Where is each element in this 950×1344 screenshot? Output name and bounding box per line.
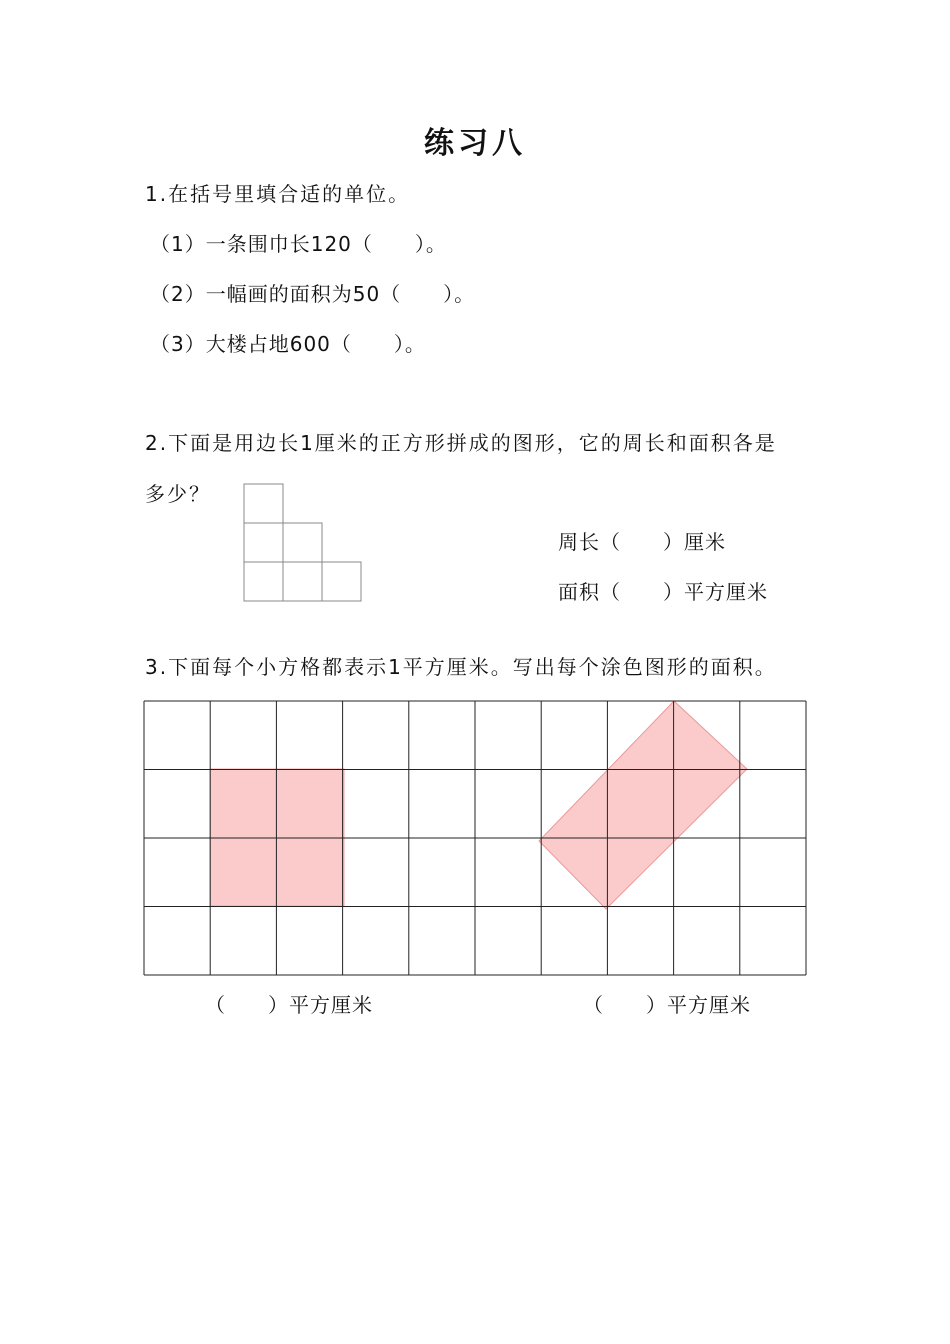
page-title: 练习八 xyxy=(424,126,526,161)
q2-prompt-line2: 多少？ xyxy=(145,482,211,506)
q3-answer-left: （ ）平方厘米 xyxy=(205,993,373,1017)
q3-prompt: 3.下面每个小方格都表示1平方厘米。写出每个涂色图形的面积。 xyxy=(145,655,777,679)
q1-item-1: （1）一条围巾长120（ ）。 xyxy=(150,232,447,256)
shaded-tilted-rectangle xyxy=(539,701,747,909)
q2-perimeter-answer: 周长（ ）厘米 xyxy=(558,530,726,554)
q2-area-answer: 面积（ ）平方厘米 xyxy=(558,580,768,604)
q2-prompt-line1: 2.下面是用边长1厘米的正方形拼成的图形，它的周长和面积各是 xyxy=(145,431,777,455)
q1-prompt: 1.在括号里填合适的单位。 xyxy=(145,182,411,206)
q1-item-2: （2）一幅画的面积为50（ ）。 xyxy=(150,282,476,306)
q1-item-3: （3）大楼占地600（ ）。 xyxy=(150,332,426,356)
q3-answer-right: （ ）平方厘米 xyxy=(583,993,751,1017)
